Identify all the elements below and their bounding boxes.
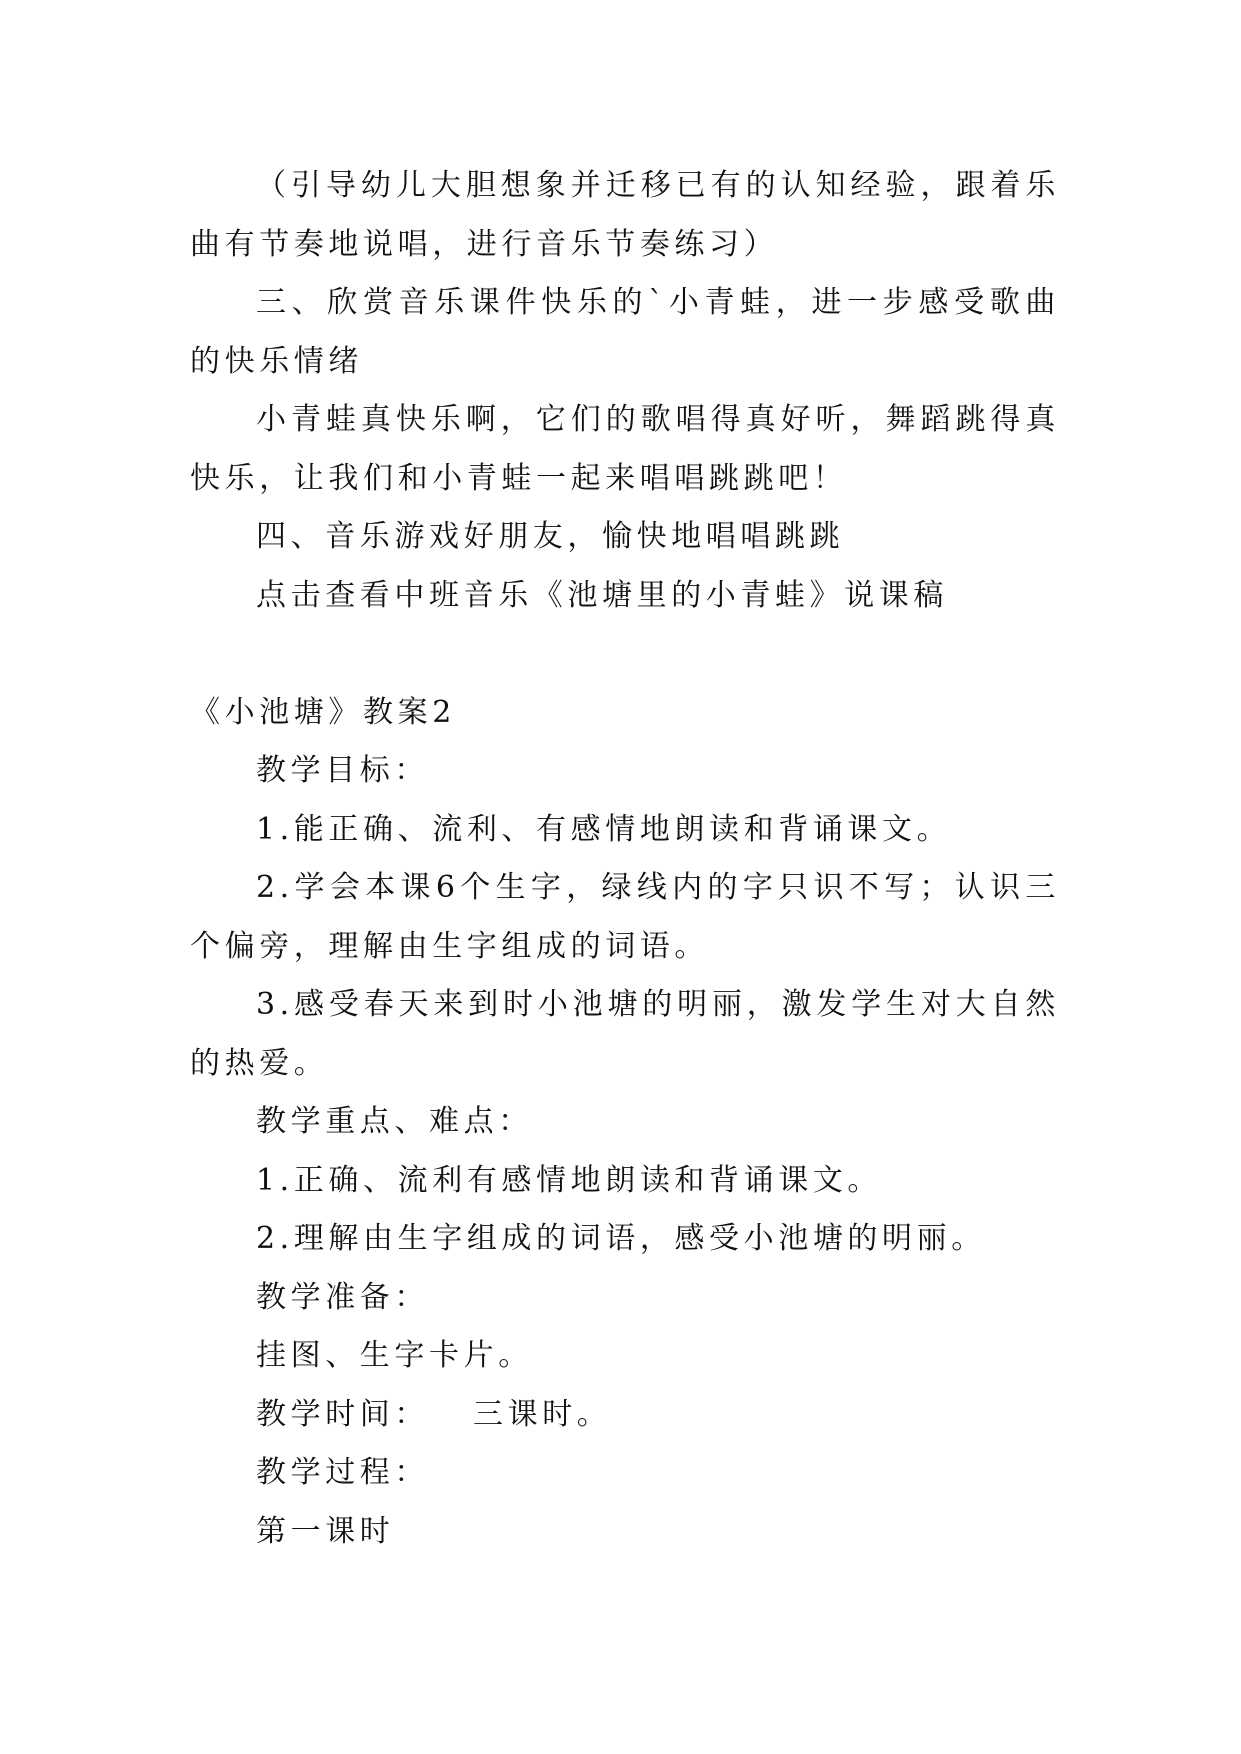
goal-item-1: 1.能正确、流利、有感情地朗读和背诵课文。	[256, 811, 952, 847]
section-title: 《小池塘》教案2	[190, 694, 456, 730]
preparation-items: 挂图、生字卡片。	[256, 1338, 533, 1373]
paragraph-step-four: 四、音乐游戏好朋友，愉快地唱唱跳跳	[256, 519, 845, 554]
key-point-1: 1.正确、流利有感情地朗读和背诵课文。	[256, 1162, 883, 1198]
document-body	[190, 157, 1060, 1561]
goals-heading: 教学目标：	[256, 753, 429, 788]
lesson-one-heading: 第一课时	[256, 1513, 395, 1549]
section-spacer	[190, 625, 1060, 684]
key-points-heading: 教学重点、难点：	[256, 1104, 533, 1139]
teaching-time-value: 三课时。	[473, 1396, 612, 1432]
process-heading: 教学过程：	[256, 1455, 429, 1490]
paragraph-step-three: 三、欣赏音乐课件快乐的`小青蛙，进一步感受歌曲的快乐情绪	[190, 285, 1060, 379]
paragraph-guide-note: （引导幼儿大胆想象并迁移已有的认知经验，跟着乐曲有节奏地说唱，进行音乐节奏练习）	[190, 168, 1060, 262]
paragraph-lesson-link: 点击查看中班音乐《池塘里的小青蛙》说课稿	[256, 577, 948, 613]
preparation-heading: 教学准备：	[256, 1279, 429, 1315]
teaching-time-label: 教学时间：	[256, 1396, 429, 1432]
teaching-time	[190, 1386, 1060, 1445]
key-point-2: 2.理解由生字组成的词语，感受小池塘的明丽。	[256, 1221, 986, 1256]
goal-item-2: 2.学会本课6个生字，绿线内的字只识不写；认识三个偏旁，理解由生字组成的词语。	[190, 870, 1060, 964]
goal-item-3: 3.感受春天来到时小池塘的明丽，激发学生对大自然的热爱。	[190, 987, 1060, 1081]
paragraph-frog-happy: 小青蛙真快乐啊，它们的歌唱得真好听，舞蹈跳得真快乐，让我们和小青蛙一起来唱唱跳跳吧！	[190, 402, 1060, 496]
